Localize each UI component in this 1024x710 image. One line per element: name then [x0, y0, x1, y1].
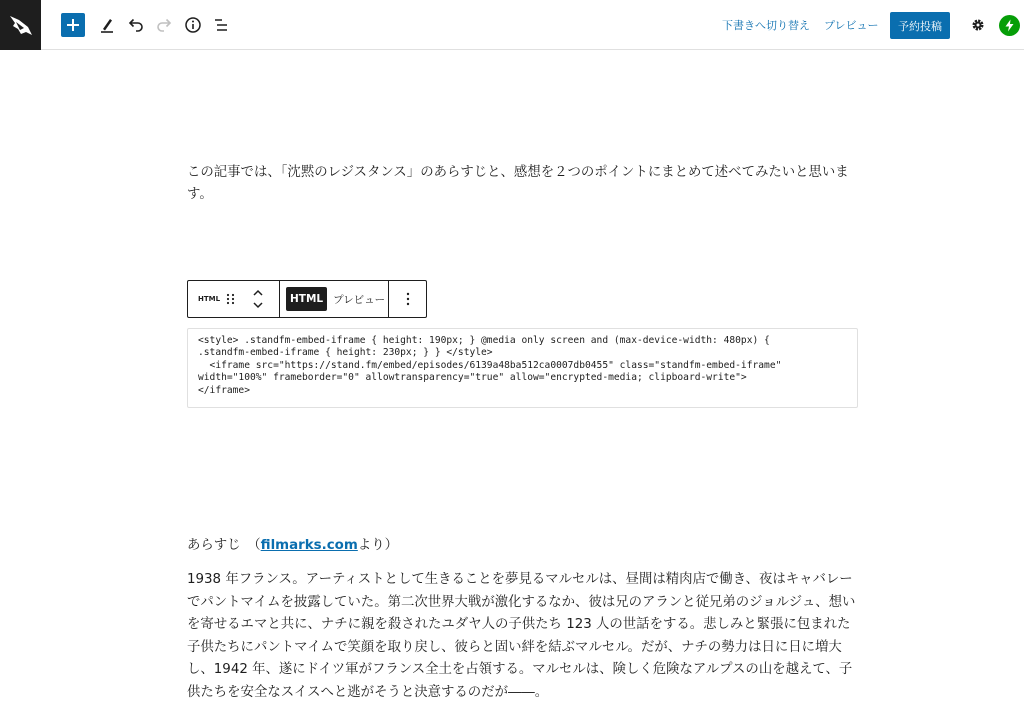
settings-button[interactable] — [968, 15, 988, 35]
jetpack-icon — [1003, 19, 1016, 32]
block-type-label[interactable]: HTML — [198, 295, 221, 303]
block-switcher-group — [188, 281, 280, 317]
info-icon — [184, 16, 202, 34]
pencil-icon — [98, 16, 116, 34]
synopsis-label-end: より） — [357, 538, 398, 553]
plus-icon — [66, 18, 80, 32]
gear-icon — [970, 17, 986, 33]
undo-icon — [127, 16, 145, 34]
html-code-editor[interactable]: <style> .standfm-embed-iframe { height: 190px; } @media only screen and (max-device-width: 480px) { .standfm-embed-iframe { height: 230px; } } </style> <iframe src="https://stand.fm/embed/episodes/6139a48ba512ca0007db0455" class="standfm-embed-iframe" width="100%" frameborder="0" allowtransparency="true" allow="encrypted-media; clipboard-write"> </iframe> — [187, 328, 858, 408]
tab-preview[interactable]: プレビュー — [333, 293, 386, 306]
synopsis-label: あらすじ （ — [187, 538, 261, 553]
more-options-icon — [405, 291, 411, 307]
drag-handle-icon[interactable] — [224, 292, 238, 306]
schedule-publish-button[interactable]: 予約投稿 — [890, 12, 950, 39]
editor-top-toolbar — [0, 0, 1024, 50]
synopsis-heading[interactable] — [187, 535, 859, 557]
filmarks-link[interactable]: filmarks.com — [260, 538, 358, 553]
block-toolbar — [187, 280, 427, 318]
block-movers — [252, 289, 264, 309]
chevron-down-icon[interactable] — [252, 301, 264, 309]
synopsis-paragraph[interactable]: 1938 年フランス。アーティストとして生きることを夢見るマルセルは、昼間は精肉店で働き、夜はキャバレーでパントマイムを披露していた。第二次世界大戦が激化するなか、彼は兄のアランと従兄弟のジョルジュ、想いを寄せるエマと共に、ナチに親を殺されたユダヤ人の子供たち 123 人の世話をする。悲しみと緊張に包まれた子供たちにパントマイムで笑顔を取り戻し、彼らと固い絆を結ぶマルセル。だが、ナチの勢力は日に日に増大し、1942 年、遂にドイツ軍がフランス全土を占領する。マルセルは、険しく危険なアルプスの山を越えて、子供たちを安全なスイスへと逃がそうと決意するのだが――。 — [187, 572, 856, 700]
switch-to-draft-button[interactable]: 下書きへ切り替え — [722, 19, 810, 32]
add-block-button[interactable] — [61, 13, 85, 37]
redo-button[interactable] — [152, 13, 176, 37]
details-button[interactable] — [181, 13, 205, 37]
preview-button[interactable]: プレビュー — [824, 19, 879, 32]
block-options-button[interactable] — [389, 281, 426, 317]
intro-paragraph[interactable]: この記事では、「沈黙のレジスタンス」のあらすじと、感想を２つのポイントにまとめて述べてみたいと思います。 — [187, 165, 849, 202]
list-view-icon — [212, 16, 230, 34]
redo-icon — [155, 16, 173, 34]
html-preview-tabs — [280, 281, 389, 317]
chevron-up-icon[interactable] — [252, 289, 264, 297]
tools-button[interactable] — [95, 13, 119, 37]
list-view-button[interactable] — [209, 13, 233, 37]
undo-button[interactable] — [124, 13, 148, 37]
jetpack-button[interactable] — [999, 15, 1020, 36]
tab-html[interactable]: HTML — [286, 287, 327, 311]
site-logo-icon[interactable] — [0, 0, 41, 50]
